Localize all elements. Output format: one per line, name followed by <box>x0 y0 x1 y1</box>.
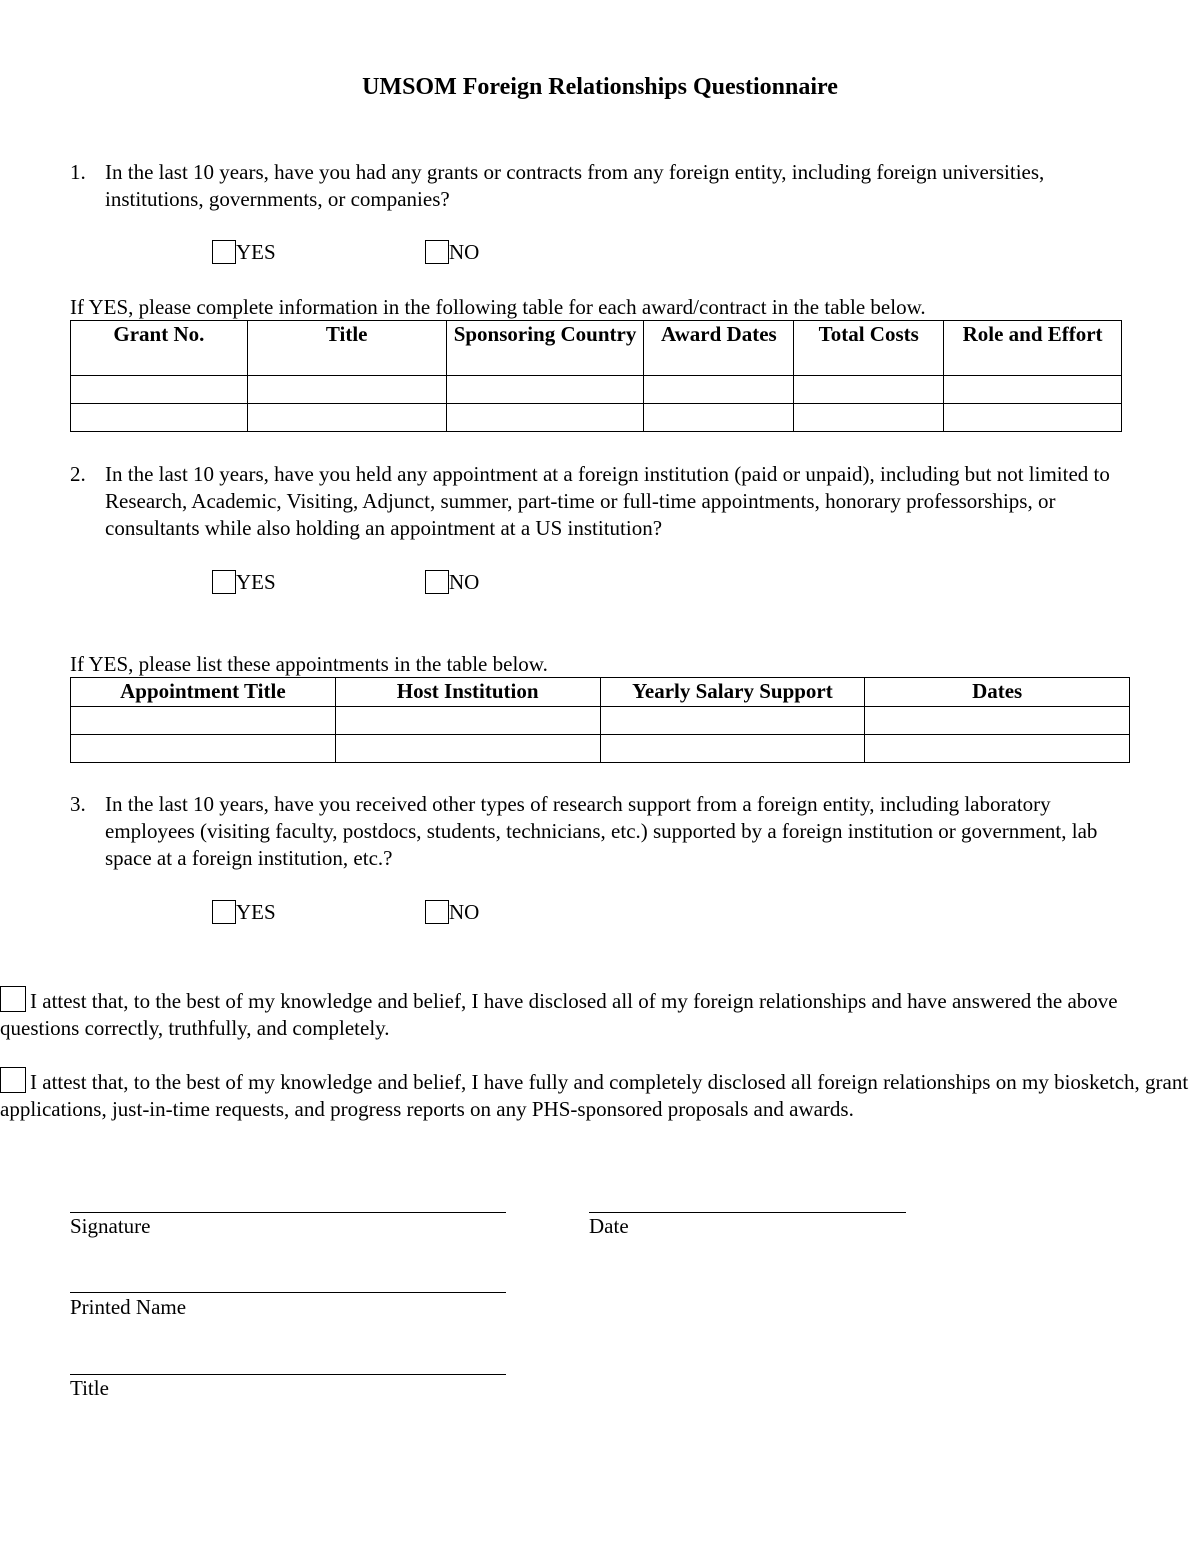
q2-no-label: NO <box>449 570 480 594</box>
table-header-row <box>71 678 1130 707</box>
q3-yes-option[interactable] <box>212 900 276 924</box>
table-cell[interactable] <box>600 735 865 763</box>
question-text: In the last 10 years, have you held any appointment at a foreign institution (paid or unpaid), including but not limited to Research, Academic, Visiting, Adjunct, summer, part-time or full-time appointments, honorary professorships, or consultants while also holding an appointment at a US institution? <box>105 462 1110 540</box>
q3-yes-checkbox[interactable] <box>212 900 236 924</box>
col-header-title: Title <box>247 321 446 376</box>
table1-instruction: If YES, please complete information in the following table for each award/contract in the table below. <box>70 295 926 319</box>
table-cell[interactable] <box>600 707 865 735</box>
question-text: In the last 10 years, have you had any grants or contracts from any foreign entity, including foreign universities, institutions, governments, or companies? <box>105 160 1045 211</box>
q1-yes-label: YES <box>236 240 276 264</box>
attestation-2-checkbox[interactable] <box>0 1067 26 1093</box>
table-cell[interactable] <box>794 404 944 432</box>
col-header-yearly-salary: Yearly Salary Support <box>600 678 865 707</box>
date-label: Date <box>589 1214 629 1238</box>
table-cell[interactable] <box>247 404 446 432</box>
q3-no-option[interactable] <box>425 900 479 924</box>
attestation-1-text: I attest that, to the best of my knowledge and belief, I have disclosed all of my foreign relationships and have answered the above questions correctly, truthfully, and completely. <box>0 989 1118 1040</box>
table-cell[interactable] <box>335 735 600 763</box>
col-header-appointment-title: Appointment Title <box>71 678 336 707</box>
q2-yes-option[interactable] <box>212 570 276 594</box>
table-cell[interactable] <box>944 404 1122 432</box>
question-2 <box>70 461 1130 542</box>
question-1 <box>70 159 1130 213</box>
table-cell[interactable] <box>71 735 336 763</box>
table-cell[interactable] <box>644 376 794 404</box>
table-cell[interactable] <box>794 376 944 404</box>
table-cell[interactable] <box>446 376 644 404</box>
table-cell[interactable] <box>247 376 446 404</box>
attestation-1 <box>0 986 1200 1042</box>
q3-no-checkbox[interactable] <box>425 900 449 924</box>
col-header-total-costs: Total Costs <box>794 321 944 376</box>
col-header-role-effort: Role and Effort <box>944 321 1122 376</box>
q1-no-checkbox[interactable] <box>425 240 449 264</box>
col-header-host-institution: Host Institution <box>335 678 600 707</box>
table-cell[interactable] <box>644 404 794 432</box>
q2-no-option[interactable] <box>425 570 479 594</box>
col-header-grant-no: Grant No. <box>71 321 248 376</box>
table-cell[interactable] <box>865 707 1130 735</box>
signature-label: Signature <box>70 1214 151 1238</box>
table-row <box>71 707 1130 735</box>
table-cell[interactable] <box>71 404 248 432</box>
attestation-2 <box>0 1067 1200 1123</box>
page-title: UMSOM Foreign Relationships Questionnaire <box>362 74 838 100</box>
col-header-dates: Dates <box>865 678 1130 707</box>
table-row <box>71 404 1122 432</box>
table-header-row <box>71 321 1122 376</box>
q2-no-checkbox[interactable] <box>425 570 449 594</box>
q1-no-option[interactable] <box>425 240 479 264</box>
table-cell[interactable] <box>71 376 248 404</box>
table-cell[interactable] <box>446 404 644 432</box>
grants-table <box>70 320 1122 432</box>
date-line[interactable] <box>589 1212 906 1213</box>
q1-yes-option[interactable] <box>212 240 276 264</box>
appointments-table <box>70 677 1130 763</box>
question-3 <box>70 791 1130 872</box>
table-cell[interactable] <box>865 735 1130 763</box>
table-cell[interactable] <box>944 376 1122 404</box>
table2-instruction: If YES, please list these appointments in the table below. <box>70 652 548 676</box>
question-number: 2. <box>70 462 86 486</box>
q2-yes-checkbox[interactable] <box>212 570 236 594</box>
title-line[interactable] <box>70 1374 506 1375</box>
q1-yes-checkbox[interactable] <box>212 240 236 264</box>
q2-yes-label: YES <box>236 570 276 594</box>
printed-name-line[interactable] <box>70 1292 506 1293</box>
question-number: 3. <box>70 792 86 816</box>
col-header-sponsoring-country: Sponsoring Country <box>446 321 644 376</box>
q1-no-label: NO <box>449 240 480 264</box>
printed-name-label: Printed Name <box>70 1295 187 1319</box>
attestation-1-checkbox[interactable] <box>0 986 26 1012</box>
signature-line[interactable] <box>70 1212 506 1213</box>
q3-yes-label: YES <box>236 900 276 924</box>
q3-no-label: NO <box>449 900 480 924</box>
table-row <box>71 376 1122 404</box>
question-number: 1. <box>70 160 86 184</box>
table-cell[interactable] <box>335 707 600 735</box>
table-cell[interactable] <box>71 707 336 735</box>
title-label: Title <box>70 1376 109 1400</box>
col-header-award-dates: Award Dates <box>644 321 794 376</box>
attestation-2-text: I attest that, to the best of my knowledge and belief, I have fully and completely disclosed all foreign relationships on my biosketch, grant applications, just-in-time requests, and progress reports on any PHS-sponsored proposals and awards. <box>0 1070 1189 1121</box>
question-text: In the last 10 years, have you received other types of research support from a foreign entity, including laboratory employees (visiting faculty, postdocs, students, technicians, etc.) supported by a foreign institution or government, lab space at a foreign institution, etc.? <box>105 792 1098 870</box>
table-row <box>71 735 1130 763</box>
